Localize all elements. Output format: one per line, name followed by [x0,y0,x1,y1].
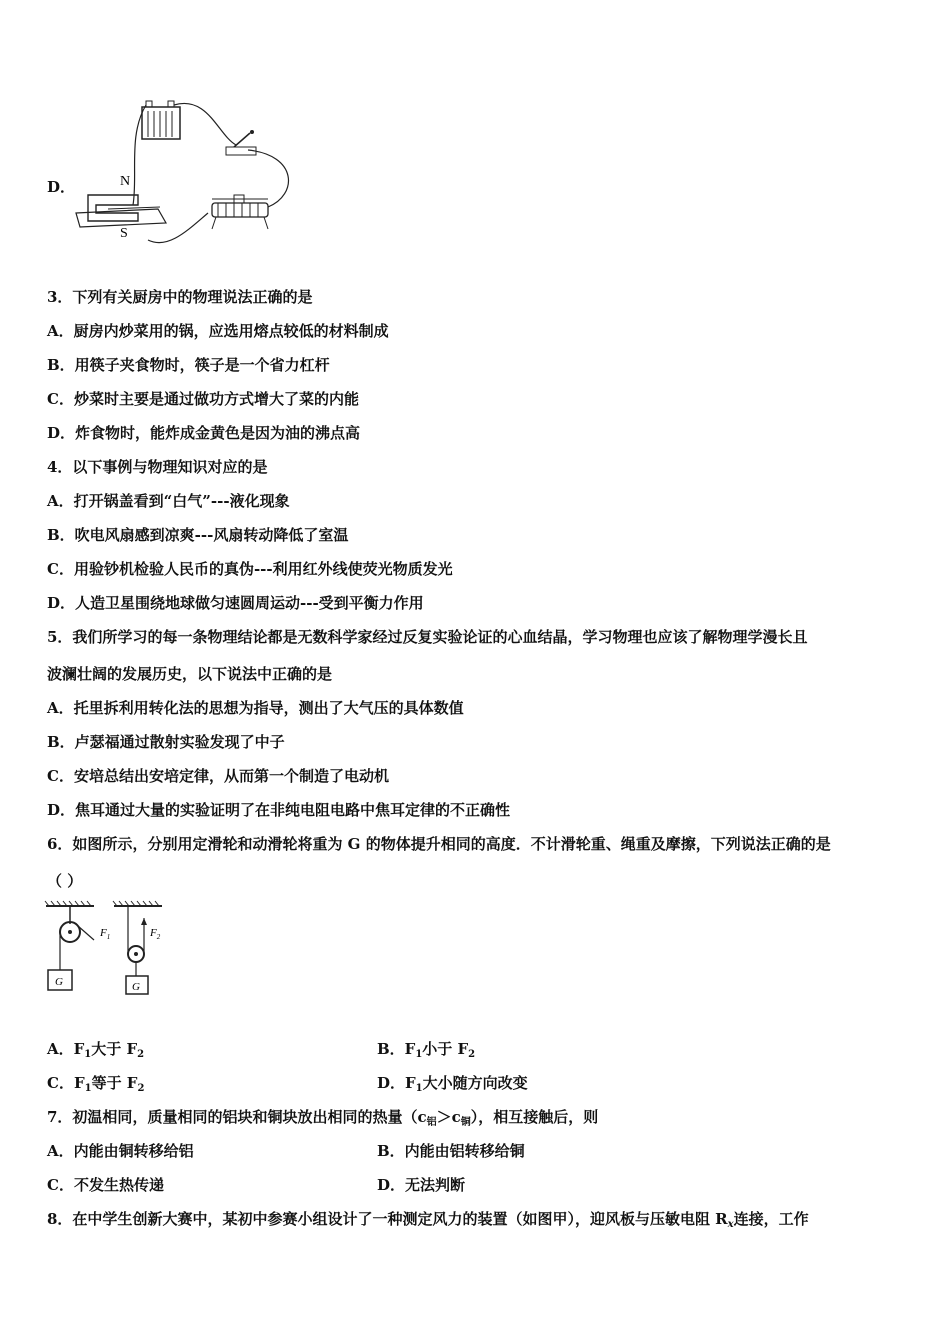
q4-option-d: D．人造卫星围绕地球做匀速圆周运动---受到平衡力作用 [47,594,424,612]
q7-option-a: A．内能由铜转移给铝 [47,1142,194,1160]
battery-icon [142,101,180,139]
q5-option-d: D．焦耳通过大量的实验证明了在非纯电阻电路中焦耳定律的不正确性 [47,801,511,819]
q4-option-a: A．打开锅盖看到“白气”---液化现象 [47,492,290,510]
q6-option-a: A．$F_1$大于 $F_2$ [47,1040,145,1060]
q5-option-b: B．卢瑟福通过散射实验发现了中子 [47,733,285,751]
switch-icon [226,130,256,155]
q8-stem: 8．在中学生创新大赛中，某初中参赛小组设计了一种测定风力的装置（如图甲），迎风板与压敏电阻 $R_x$连接，工作 [47,1210,809,1230]
q6-option-d: D．$F_1$大小随方向改变 [377,1074,528,1094]
fixed-pulley-icon [45,901,94,990]
magnet-icon [76,195,166,227]
weight-label-1: G [55,976,63,988]
f1-label: $F_1$ [100,927,111,941]
q3-option-b: B．用筷子夹食物时，筷子是一个省力杠杆 [47,356,330,374]
q6-option-b: B．$F_1$小于 $F_2$ [377,1040,476,1060]
q3-option-c: C．炒菜时主要是通过做功方式增大了菜的内能 [47,390,359,408]
q3-option-a: A．厨房内炒菜用的锅，应选用熔点较低的材料制成 [47,322,389,340]
q6-stem-line2: （ ） [47,872,83,890]
q2-option-d-label: D． [47,178,76,196]
q5-option-c: C．安培总结出安培定律，从而第一个制造了电动机 [47,767,389,785]
q3-option-d: D．炸食物时，能炸成金黄色是因为油的沸点高 [47,424,361,442]
q6-pulley-figure [44,900,176,1000]
q7-option-b: B．内能由铝转移给铜 [377,1142,525,1160]
q6-option-c: C．$F_1$等于 $F_2$ [47,1074,145,1094]
q3-stem: 3．下列有关厨房中的物理说法正确的是 [47,288,313,306]
q5-stem-line2: 波澜壮阔的发展历史，以下说法中正确的是 [47,665,333,683]
q7-option-c: C．不发生热传递 [47,1176,164,1194]
f2-label: $F_2$ [150,927,161,941]
q5-option-a: A．托里拆利用转化法的思想为指导，测出了大气压的具体数值 [47,699,464,717]
q2-circuit-figure [68,95,298,250]
q6-stem-line1: 6．如图所示，分别用定滑轮和动滑轮将重为 G 的物体提升相同的高度．不计滑轮重、绳重及摩擦，下列说法正确的是 [47,835,831,853]
north-pole-label: N [120,174,131,189]
q4-stem: 4．以下事例与物理知识对应的是 [47,458,268,476]
south-pole-label: S [120,226,128,241]
q7-stem: 7．初温相同，质量相同的铝块和铜块放出相同的热量$(c_铝>c_铜)$，相互接触后，则 [47,1108,599,1128]
rheostat-icon [212,195,268,229]
q4-option-c: C．用验钞机检验人民币的真伪---利用红外线使荧光物质发光 [47,560,453,578]
q5-stem-line1: 5．我们所学习的每一条物理结论都是无数科学家经过反复实验论证的心血结晶，学习物理也应该了解物理学漫长且 [47,628,808,646]
weight-label-2: G [132,981,140,993]
q4-option-b: B．吹电风扇感到凉爽---风扇转动降低了室温 [47,526,349,544]
q7-option-d: D．无法判断 [377,1176,466,1194]
